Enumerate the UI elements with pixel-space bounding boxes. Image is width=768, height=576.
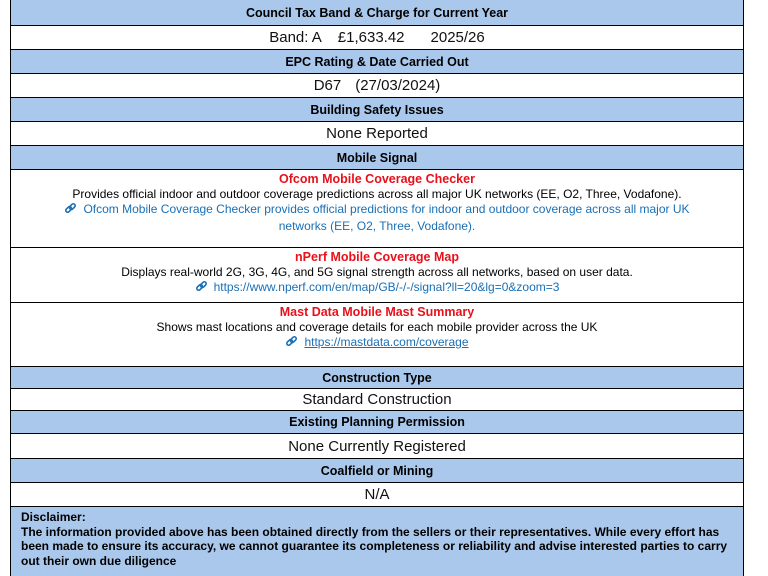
council-tax-header: Council Tax Band & Charge for Current Year bbox=[11, 0, 743, 25]
nperf-title: nPerf Mobile Coverage Map bbox=[295, 250, 459, 264]
ofcom-description: Provides official indoor and outdoor coverage predictions across all major UK networks (EE, O2, Three, Vodafone). bbox=[72, 187, 682, 201]
disclaimer bbox=[11, 506, 743, 576]
ofcom-link[interactable]: Ofcom Mobile Coverage Checker provides official predictions for indoor and outdoor coverage across all major UK bbox=[11, 202, 743, 219]
disclaimer-title: Disclaimer: bbox=[21, 510, 86, 524]
mastdata-block bbox=[11, 302, 743, 366]
link-icon bbox=[285, 335, 298, 352]
planning-header: Existing Planning Permission bbox=[11, 410, 743, 433]
council-tax-band: Band: A bbox=[269, 29, 322, 46]
construction-value: Standard Construction bbox=[11, 388, 743, 410]
mastdata-title: Mast Data Mobile Mast Summary bbox=[279, 305, 475, 319]
mastdata-link[interactable]: https://mastdata.com/coverage bbox=[11, 335, 743, 352]
council-tax-value-row bbox=[11, 25, 743, 49]
coalfield-value: N/A bbox=[11, 482, 743, 506]
construction-header: Construction Type bbox=[11, 366, 743, 388]
nperf-link[interactable]: https://www.nperf.com/en/map/GB/-/-/signal?ll=20&lg=0&zoom=3 bbox=[11, 280, 743, 297]
property-info-table bbox=[10, 0, 744, 576]
coalfield-header: Coalfield or Mining bbox=[11, 458, 743, 482]
ofcom-block bbox=[11, 169, 743, 247]
link-icon bbox=[195, 280, 208, 297]
epc-rating: D67 bbox=[313, 77, 342, 94]
disclaimer-body: The information provided above has been obtained directly from the sellers or their representatives. While every effort has been made to ensure its accuracy, we cannot guarantee its completeness or reliability and advise interested parties to carry out their own due diligence bbox=[21, 524, 728, 568]
epc-date: (27/03/2024) bbox=[355, 77, 441, 94]
epc-value-row bbox=[11, 73, 743, 97]
building-safety-value: None Reported bbox=[11, 121, 743, 145]
link-icon bbox=[64, 202, 77, 219]
ofcom-title: Ofcom Mobile Coverage Checker bbox=[279, 172, 475, 186]
council-tax-charge: £1,633.42 bbox=[337, 29, 405, 46]
building-safety-header: Building Safety Issues bbox=[11, 97, 743, 121]
planning-value: None Currently Registered bbox=[11, 433, 743, 458]
epc-header: EPC Rating & Date Carried Out bbox=[11, 49, 743, 73]
mobile-signal-header: Mobile Signal bbox=[11, 145, 743, 169]
council-tax-year: 2025/26 bbox=[430, 29, 485, 46]
nperf-description: Displays real-world 2G, 3G, 4G, and 5G signal strength across all networks, based on user data. bbox=[121, 265, 633, 279]
mastdata-description: Shows mast locations and coverage details for each mobile provider across the UK bbox=[156, 320, 598, 334]
nperf-block bbox=[11, 247, 743, 302]
ofcom-link-continued[interactable]: networks (EE, O2, Three, Vodafone). bbox=[278, 219, 476, 233]
